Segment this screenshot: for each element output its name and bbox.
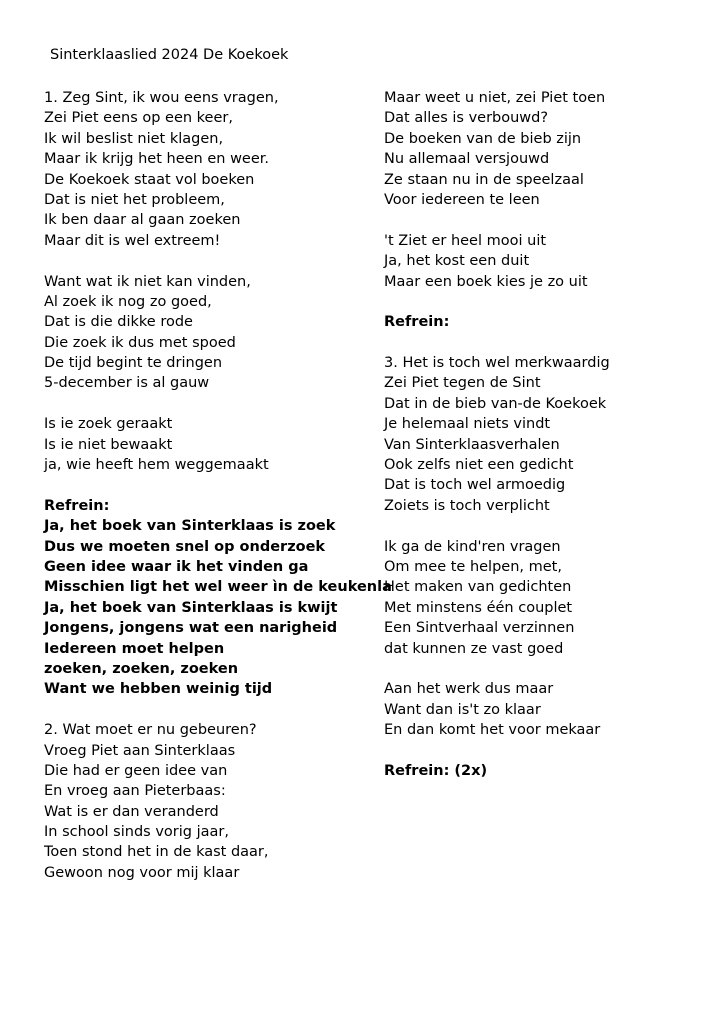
lyric-line: Nu allemaal versjouwd [384, 151, 550, 168]
lyric-line: Wat is er dan veranderd [44, 803, 219, 820]
lyric-line: Je helemaal niets vindt [384, 416, 551, 433]
stanza-gap [44, 700, 364, 720]
lyric-line: Dat in de bieb van-de Koekoek [384, 395, 607, 412]
lyric-line: Maar ik krijg het heen en weer. [44, 151, 270, 168]
lyric-line: Die zoek ik dus met spoed [44, 334, 236, 351]
lyric-line: dat kunnen ze vast goed [384, 640, 564, 657]
lyric-line: Want wat ik niet kan vinden, [44, 273, 251, 290]
lyric-line: Ik ga de kind'ren vragen [384, 538, 561, 555]
lyric-line: Ze staan nu in de speelzaal [384, 171, 584, 188]
lyric-line: Een Sintverhaal verzinnen [384, 620, 575, 637]
refrain-line: Dus we moeten snel op onderzoek [44, 538, 326, 555]
lyric-line: Maar dit is wel extreem! [44, 232, 221, 249]
lyric-line: Dat is toch wel armoedig [384, 477, 566, 494]
lyric-line: Zoiets is toch verplicht [384, 497, 550, 514]
refrain-line: Want we hebben weinig tijd [44, 681, 273, 698]
refrain-line: Refrein: [44, 497, 110, 514]
lyric-line: 3. Het is toch wel merkwaardig [384, 355, 610, 372]
lyric-line: Ook zelfs niet een gedicht [384, 457, 574, 474]
lyric-line: De tijd begint te dringen [44, 355, 223, 372]
stanza-gap [384, 516, 704, 536]
stanza-gap [44, 394, 364, 414]
lyric-line: En dan komt het voor mekaar [384, 722, 601, 739]
lyric-line: Al zoek ik nog zo goed, [44, 293, 212, 310]
lyric-line: 1. Zeg Sint, ik wou eens vragen, [44, 90, 279, 106]
lyric-line: En vroeg aan Pieterbaas: [44, 783, 226, 800]
lyric-line: Ik ben daar al gaan zoeken [44, 212, 241, 229]
lyric-line: Ja, het kost een duit [384, 253, 530, 270]
refrain-line: Ja, het boek van Sinterklaas is zoek [44, 518, 336, 535]
lyric-line: Voor iedereen te leen [384, 191, 540, 208]
refrain-line: Misschien ligt het wel weer ìn de keukenla [44, 579, 392, 596]
lyric-line: 5-december is al gauw [44, 375, 210, 392]
stanza-gap [384, 659, 704, 679]
lyric-line: Gewoon nog voor mij klaar [44, 864, 240, 881]
lyric-line: Maar weet u niet, zei Piet toen [384, 90, 606, 106]
refrain-line: zoeken, zoeken, zoeken [44, 660, 239, 677]
lyric-line: Het maken van gedichten [384, 579, 572, 596]
refrain-line: Iedereen moet helpen [44, 640, 225, 657]
left-column [44, 88, 392, 883]
lyric-line: Ik wil beslist niet klagen, [44, 130, 224, 147]
lyric-line: Is ie zoek geraakt [44, 416, 173, 433]
stanza-gap [384, 741, 704, 761]
right-column [384, 88, 704, 781]
lyric-line: Dat is niet het probleem, [44, 191, 225, 208]
lyric-line: Dat is die dikke rode [44, 314, 193, 331]
lyric-line: Toen stond het in de kast daar, [44, 844, 269, 861]
lyric-line: Zei Piet eens op een keer, [44, 110, 233, 127]
lyric-line: Aan het werk dus maar [384, 681, 554, 698]
lyric-line: Vroeg Piet aan Sinterklaas [44, 742, 236, 759]
lyric-line: De Koekoek staat vol boeken [44, 171, 255, 188]
refrain-line: Refrein: (2x) [384, 762, 488, 779]
stanza-gap [384, 210, 704, 230]
lyric-line: Maar een boek kies je zo uit [384, 273, 588, 290]
refrain-line: Jongens, jongens wat een narigheid [44, 620, 338, 637]
lyric-line: Om mee te helpen, met, [384, 558, 562, 575]
refrain-line: Refrein: [384, 314, 450, 331]
song-title: Sinterklaaslied 2024 De Koekoek [50, 47, 289, 63]
stanza-gap [384, 292, 704, 312]
lyric-line: Is ie niet bewaakt [44, 436, 173, 453]
refrain-line: Ja, het boek van Sinterklaas is kwijt [44, 599, 338, 616]
lyric-line: Zei Piet tegen de Sint [384, 375, 541, 392]
lyric-line: Want dan is't zo klaar [384, 701, 541, 718]
refrain-line: Geen idee waar ik het vinden ga [44, 558, 309, 575]
stanza-gap [384, 333, 704, 353]
stanza-gap [44, 475, 364, 495]
lyric-line: 2. Wat moet er nu gebeuren? [44, 722, 257, 739]
lyric-line: Die had er geen idee van [44, 762, 228, 779]
lyric-line: ja, wie heeft hem weggemaakt [44, 457, 269, 474]
lyric-line: In school sinds vorig jaar, [44, 824, 229, 841]
lyric-line: Dat alles is verbouwd? [384, 110, 549, 127]
lyric-line: Van Sinterklaasverhalen [384, 436, 560, 453]
lyric-line: 't Ziet er heel mooi uit [384, 232, 547, 249]
stanza-gap [44, 251, 364, 271]
lyric-line: Met minstens één couplet [384, 599, 573, 616]
lyric-line: De boeken van de bieb zijn [384, 130, 582, 147]
